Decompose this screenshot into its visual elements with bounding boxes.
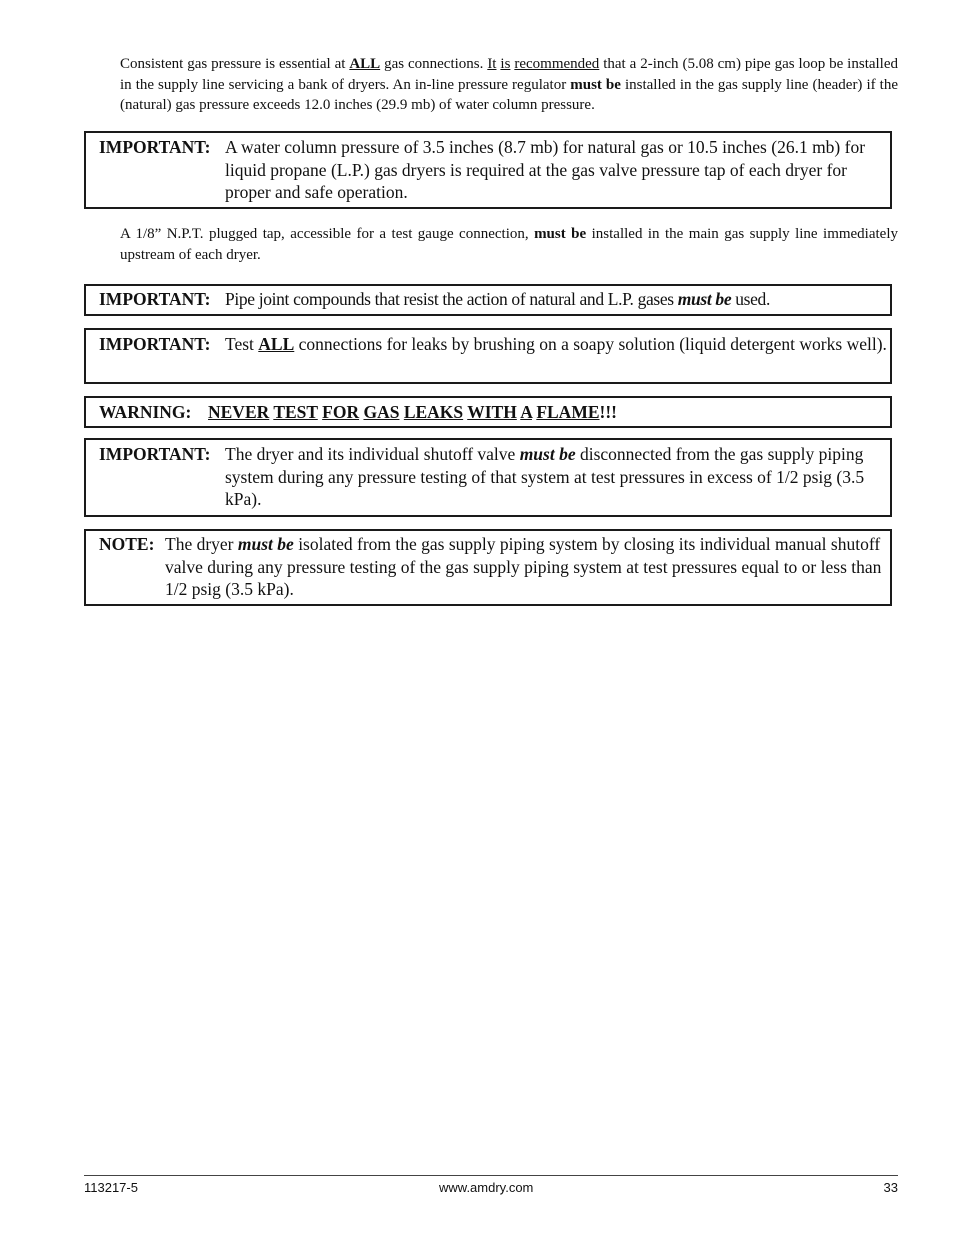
important-label: IMPORTANT:	[99, 137, 211, 157]
note-box-isolation	[84, 529, 892, 606]
note-label: NOTE:	[99, 534, 155, 554]
document-number: 113217-5	[84, 1180, 138, 1195]
important-text: A water column pressure of 3.5 inches (8.7 mb) for natural gas or 10.5 inches (26.1 mb) for liquid propane (L.P.) gas dryers is required at the gas valve pressure tap of each dryer for proper and safe operation.	[225, 137, 866, 202]
warning-text: NEVER TEST FOR GAS LEAKS WITH A FLAME!!!	[208, 402, 617, 422]
emphasis-all: ALL	[349, 56, 381, 72]
gas-pressure-paragraph: Consistent gas pressure is essential at ALL gas connections. It is recommended that a 2-inch (5.08 cm) pipe gas loop be installed in the supply line servicing a bank of dryers. An in-line pressure regulator must be installed in the gas supply line (header) if the (natural) gas pressure exceeds 12.0 inches (29.9 mb) of water column pressure.	[120, 56, 899, 114]
important-text: Test ALL connections for leaks by brushing on a soapy solution (liquid detergent works well).	[225, 334, 887, 354]
page-number: 33	[883, 1180, 898, 1195]
note-text: The dryer must be isolated from the gas supply piping system by closing its individual manual shutoff valve during any pressure testing of the gas supply piping system at test pressures equal to or less than 1/2 psig (3.5 kPa).	[165, 534, 882, 599]
important-box-water-column	[84, 131, 892, 209]
important-label: IMPORTANT:	[99, 289, 211, 309]
important-box-pipe-joint	[84, 284, 892, 316]
important-box-shutoff-disconnect	[84, 438, 892, 517]
important-text: Pipe joint compounds that resist the action of natural and L.P. gases must be used.	[225, 289, 770, 309]
website-link[interactable]: www.amdry.com	[439, 1180, 534, 1195]
important-label: IMPORTANT:	[99, 334, 211, 354]
warning-label: WARNING:	[99, 402, 192, 422]
warning-box-flame	[84, 396, 892, 428]
important-label: IMPORTANT:	[99, 444, 211, 464]
important-text: The dryer and its individual shutoff valve must be disconnected from the gas supply piping system during any pressure testing of that system at test pressures in excess of 1/2 psig (3.5 kPa).	[225, 444, 865, 509]
test-tap-paragraph: A 1/8” N.P.T. plugged tap, accessible for a test gauge connection, must be installed in the main gas supply line immediately upstream of each dryer.	[120, 226, 899, 263]
important-box-leak-test	[84, 328, 892, 384]
page-footer	[84, 1175, 898, 1195]
